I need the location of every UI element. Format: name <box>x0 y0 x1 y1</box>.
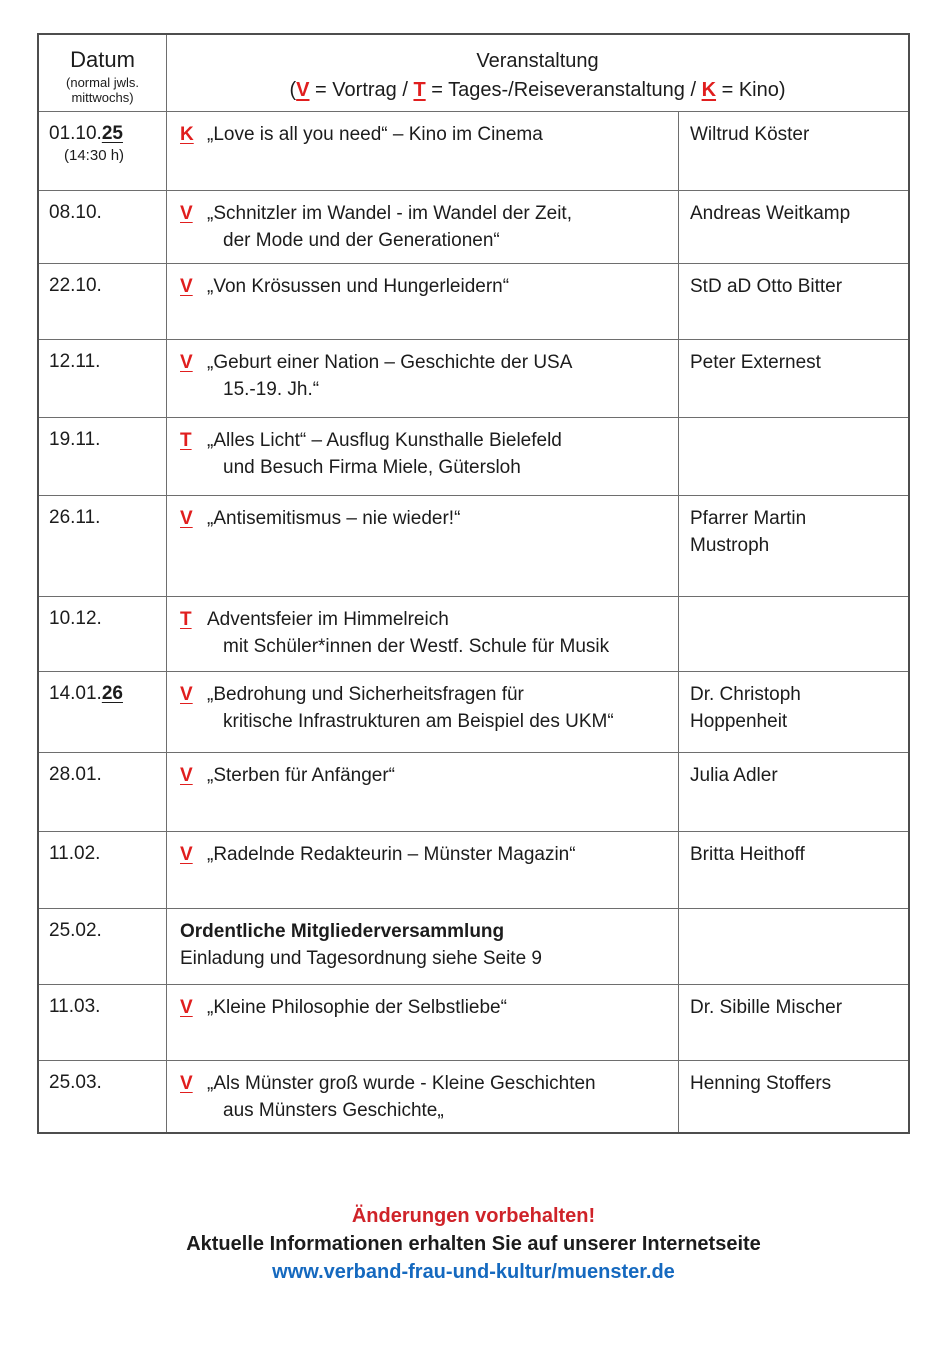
speaker-name: Julia Adler <box>690 765 778 786</box>
event-type-marker-column <box>180 273 207 300</box>
event-type-marker: V <box>180 684 193 705</box>
table-row <box>39 671 908 752</box>
table-row <box>39 1060 908 1132</box>
speaker-name: Wiltrud Köster <box>690 124 810 145</box>
event-cell <box>167 985 679 1060</box>
event-cell <box>167 832 679 908</box>
event-type-marker-column <box>180 1070 207 1097</box>
event-date: 28.01. <box>49 764 102 785</box>
event-date: 12.11. <box>49 351 101 372</box>
legend-text: ( <box>289 79 297 101</box>
speaker-name: Peter Externest <box>690 352 821 373</box>
date-column-title: Datum <box>70 47 135 72</box>
event-type-marker: V <box>180 203 193 224</box>
event-title-lines <box>180 918 670 972</box>
event-column-header <box>167 35 908 111</box>
event-title-line: „Antisemitismus – nie wieder!“ <box>207 508 461 529</box>
speaker-cell <box>679 418 908 495</box>
event-cell <box>167 191 679 263</box>
event-title-line: „Bedrohung und Sicherheitsfragen für <box>207 684 524 705</box>
speaker-name: Hoppenheit <box>690 711 788 732</box>
date-cell <box>39 264 167 339</box>
speaker-cell <box>679 1061 908 1132</box>
event-time: (14:30 h) <box>64 147 125 164</box>
event-cell <box>167 909 679 984</box>
event-title-line: Adventsfeier im Himmelreich <box>207 609 449 630</box>
event-date: 01.10. <box>49 123 102 144</box>
event-title-line: „Radelnde Redakteurin – Münster Magazin“ <box>207 844 576 865</box>
event-cell <box>167 264 679 339</box>
date-cell <box>39 597 167 671</box>
speaker-name: Dr. Christoph <box>690 684 801 705</box>
event-title-lines <box>207 427 670 481</box>
event-column-title: Veranstaltung <box>476 50 599 72</box>
website-link[interactable]: www.verband-frau-und-kultur/muenster.de <box>272 1261 675 1283</box>
event-date: 19.11. <box>49 429 101 450</box>
date-cell <box>39 985 167 1060</box>
event-cell <box>167 418 679 495</box>
event-date: 26.11. <box>49 507 101 528</box>
event-title-line: „Von Krösussen und Hungerleidern“ <box>207 276 510 297</box>
table-row <box>39 831 908 908</box>
event-date-year: 26 <box>101 683 123 704</box>
date-cell <box>39 496 167 596</box>
table-row <box>39 417 908 495</box>
event-title-line: „Love is all you need“ – Kino im Cinema <box>207 124 543 145</box>
event-title-lines <box>207 200 670 254</box>
legend-text: = Tages-/Reiseveranstaltung / <box>425 79 702 101</box>
event-type-marker: V <box>180 1073 193 1094</box>
event-type-marker-column <box>180 841 207 868</box>
speaker-name: Mustroph <box>690 535 770 556</box>
table-row <box>39 263 908 339</box>
speaker-name: Henning Stoffers <box>690 1073 832 1094</box>
table-row <box>39 984 908 1060</box>
date-cell <box>39 191 167 263</box>
event-title-line: mit Schüler*innen der Westf. Schule für Musik <box>223 636 610 657</box>
date-cell <box>39 672 167 752</box>
speaker-cell <box>679 672 908 752</box>
legend-marker: K <box>701 79 717 101</box>
legend-text: = Kino) <box>716 79 786 101</box>
changes-reserved-note: Änderungen vorbehalten! <box>351 1205 596 1227</box>
date-cell <box>39 1061 167 1132</box>
event-title-lines <box>207 606 670 660</box>
event-title-lines <box>207 1070 670 1124</box>
event-title-line: der Mode und der Generationen“ <box>223 230 500 251</box>
event-cell <box>167 753 679 831</box>
event-cell <box>167 340 679 417</box>
event-cell <box>167 112 679 190</box>
event-title-line: Ordentliche Mitgliederversammlung <box>180 921 505 942</box>
speaker-cell <box>679 832 908 908</box>
event-title-lines <box>207 121 670 148</box>
event-date: 08.10. <box>49 202 102 223</box>
date-cell <box>39 112 167 190</box>
speaker-cell <box>679 112 908 190</box>
event-date: 11.02. <box>49 843 101 864</box>
event-date: 14.01. <box>49 683 102 704</box>
event-type-marker: V <box>180 765 193 786</box>
event-type-marker: V <box>180 352 193 373</box>
event-title-line: kritische Infrastrukturen am Beispiel des UKM“ <box>223 711 614 732</box>
speaker-cell <box>679 909 908 984</box>
date-column-header <box>39 35 167 111</box>
event-type-marker-column <box>180 606 207 633</box>
speaker-cell <box>679 597 908 671</box>
speaker-cell <box>679 264 908 339</box>
event-date: 11.03. <box>49 996 101 1017</box>
table-row <box>39 495 908 596</box>
footer-note <box>0 1202 947 1286</box>
event-type-marker: T <box>180 430 192 451</box>
event-type-marker-column <box>180 121 207 148</box>
date-cell <box>39 753 167 831</box>
event-title-line: und Besuch Firma Miele, Gütersloh <box>223 457 521 478</box>
table-row <box>39 752 908 831</box>
website-info-note: Aktuelle Informationen erhalten Sie auf unserer Internetseite <box>186 1233 761 1255</box>
event-type-marker-column <box>180 200 207 227</box>
speaker-cell <box>679 753 908 831</box>
event-type-marker-column <box>180 681 207 708</box>
speaker-cell <box>679 340 908 417</box>
event-title-line: „Geburt einer Nation – Geschichte der USA <box>207 352 573 373</box>
table-row <box>39 190 908 263</box>
event-title-lines <box>207 505 670 532</box>
speaker-name: Dr. Sibille Mischer <box>690 997 843 1018</box>
table-row <box>39 908 908 984</box>
date-cell <box>39 418 167 495</box>
event-type-marker: V <box>180 508 193 529</box>
legend-marker: T <box>413 79 426 101</box>
legend-marker: V <box>296 79 310 101</box>
event-title-line: „Alles Licht“ – Ausflug Kunsthalle Bielefeld <box>207 430 562 451</box>
event-title-line: 15.-19. Jh.“ <box>223 379 320 400</box>
table-row <box>39 111 908 190</box>
speaker-name: Andreas Weitkamp <box>690 203 851 224</box>
event-title-line: „Schnitzler im Wandel - im Wandel der Zeit, <box>207 203 572 224</box>
date-cell <box>39 340 167 417</box>
event-type-marker: K <box>180 124 194 145</box>
table-header-row <box>39 35 908 111</box>
event-cell <box>167 597 679 671</box>
event-type-marker-column <box>180 427 207 454</box>
event-cell <box>167 672 679 752</box>
event-type-marker-column <box>180 349 207 376</box>
table-row <box>39 596 908 671</box>
event-type-marker-column <box>180 505 207 532</box>
event-title-lines <box>207 273 670 300</box>
event-type-marker-column <box>180 762 207 789</box>
event-date-year: 25 <box>101 123 123 144</box>
event-title-lines <box>207 681 670 735</box>
event-schedule-table <box>37 33 910 1134</box>
date-column-subtitle: (normal jwls. mittwochs) <box>66 75 139 105</box>
speaker-name: Britta Heithoff <box>690 844 805 865</box>
table-row <box>39 339 908 417</box>
event-type-marker: T <box>180 609 192 630</box>
event-date: 25.03. <box>49 1072 102 1093</box>
event-title-lines <box>207 762 670 789</box>
event-type-legend <box>173 75 902 105</box>
event-date: 10.12. <box>49 608 102 629</box>
event-title-lines <box>207 349 670 403</box>
event-cell <box>167 1061 679 1132</box>
speaker-name: StD aD Otto Bitter <box>690 276 843 297</box>
event-date: 25.02. <box>49 920 102 941</box>
event-type-marker: V <box>180 997 193 1018</box>
event-type-marker: V <box>180 276 193 297</box>
event-title-line: aus Münsters Geschichte„ <box>223 1100 444 1121</box>
event-title-line: „Als Münster groß wurde - Kleine Geschichten <box>207 1073 596 1094</box>
speaker-cell <box>679 496 908 596</box>
event-type-marker-column <box>180 994 207 1021</box>
speaker-cell <box>679 985 908 1060</box>
date-cell <box>39 832 167 908</box>
event-cell <box>167 496 679 596</box>
event-title-line: „Kleine Philosophie der Selbstliebe“ <box>207 997 507 1018</box>
date-cell <box>39 909 167 984</box>
speaker-cell <box>679 191 908 263</box>
event-title-lines <box>207 994 670 1021</box>
event-type-marker: V <box>180 844 193 865</box>
event-title-lines <box>207 841 670 868</box>
event-title-line: „Sterben für Anfänger“ <box>207 765 395 786</box>
legend-text: = Vortrag / <box>309 79 414 101</box>
event-title-line: Einladung und Tagesordnung siehe Seite 9 <box>180 948 542 969</box>
event-date: 22.10. <box>49 275 102 296</box>
speaker-name: Pfarrer Martin <box>690 508 807 529</box>
